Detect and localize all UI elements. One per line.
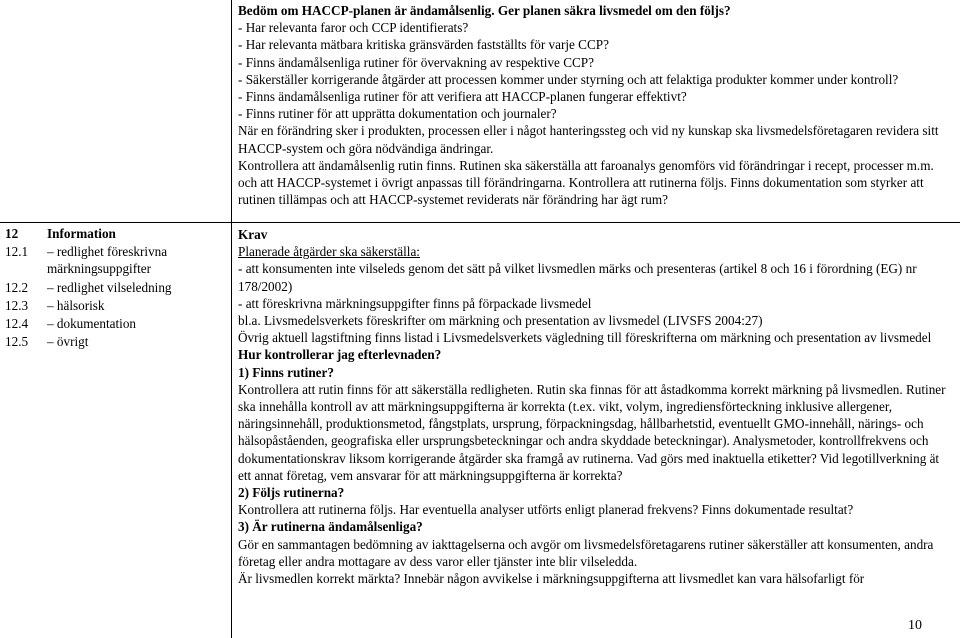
right-column: [232, 0, 960, 638]
regulation-reference: bl.a. Livsmedelsverkets föreskrifter om märkning och presentation av livsmedel (LIVSFS 2004:27): [238, 313, 763, 329]
item-number: 12.5: [5, 334, 29, 349]
left-top-cell: [0, 0, 231, 222]
item-text: – redlighet vilseledning: [47, 280, 172, 295]
item-text: – övrigt: [47, 334, 89, 349]
haccp-line: - Finns ändamålsenliga rutiner för att verifiera att HACCP-planen fungerar effektivt?: [238, 89, 687, 105]
compliance-heading: Hur kontrollerar jag efterlevnaden?: [238, 347, 442, 363]
question-text: Gör en sammantagen bedömning av iakttagelserna och avgör om livsmedelsföretagarens rutiner säkerställer att konsumenten, andra företag eller andra mottagare av dess varor eller tjänster inte blir vilseledda.: [238, 536, 934, 569]
requirement-line: - att konsumenten inte vilseleds genom det sätt på vilket livsmedlen märks och presenteras (artikel 8 och 16 i förordning (EG) nr 178/2002): [238, 261, 917, 294]
item-number: 12.4: [5, 316, 29, 331]
haccp-assessment: [232, 2, 956, 208]
list-item: [0, 333, 231, 351]
item-text: – dokumentation: [47, 316, 137, 331]
krav-heading: Krav: [238, 227, 268, 242]
haccp-line: - Har relevanta mätbara kritiska gränsvärden fastställts för varje CCP?: [238, 37, 609, 53]
item-text: – hälsorisk: [47, 298, 105, 313]
section-label: Information: [47, 226, 116, 241]
item-text: – redlighet föreskrivna märkningsuppgifter: [47, 244, 168, 276]
haccp-line: - Finns ändamålsenliga rutiner för övervakning av respektive CCP?: [238, 54, 594, 70]
section-heading-row: [0, 225, 231, 243]
item-number: 12.1: [5, 244, 29, 259]
question-text: Är livsmedlen korrekt märkta? Innebär någon avvikelse i märkningsuppgifterna att livsmedlet kan vara hälsofarligt för: [238, 571, 865, 587]
section-number: 12: [5, 226, 19, 241]
haccp-line: - Finns rutiner för att upprätta dokumentation och journaler?: [238, 106, 557, 122]
haccp-heading: Bedöm om HACCP-planen är ändamålsenlig. Ger planen säkra livsmedel om den följs?: [238, 3, 731, 18]
item-number: 12.2: [5, 280, 29, 295]
haccp-paragraph: Kontrollera att ändamålsenlig rutin finns. Rutinen ska säkerställa att faroanalys genomförs vid förändringar i recept, processer m.m. och att HACCP-systemet i övrigt anpassas till förändringarna. Kontrollera att rutinerna följs. Finns dokumentation som styrker att rutinen tillämpas och att HACCP-systemet reviderats när förändring har ägt rum?: [238, 157, 934, 208]
haccp-paragraph: När en förändring sker i produkten, processen eller i något hanteringssteg och vid ny kunskap ska livsmedelsföretagaren revidera sitt HACCP-system och göra nödvändiga ändringar.: [238, 123, 939, 156]
information-requirements: [232, 222, 960, 587]
other-legislation: Övrig aktuell lagstiftning finns listad i Livsmedelsverkets vägledning till föreskrifterna om märkning och presentation av livsmedel: [238, 330, 932, 346]
question-heading: 2) Följs rutinerna?: [238, 485, 345, 501]
question-heading: 1) Finns rutiner?: [238, 364, 334, 380]
requirement-line: - att föreskrivna märkningsuppgifter finns på förpackade livsmedel: [238, 295, 592, 311]
list-item: [0, 279, 231, 297]
planned-measures-heading: Planerade åtgärder ska säkerställa:: [238, 244, 420, 260]
list-item: [0, 315, 231, 333]
list-item: [0, 297, 231, 315]
question-text: Kontrollera att rutin finns för att säkerställa redligheten. Rutin ska finnas för att åstadkomma korrekt märkning på livsmedlen. Rutiner ska innehålla kontroll av att märkningsuppgifterna är korrekta (t.ex. vikt, volym, ingrediensförteckning inklusive allergener, näringsinnehåll, produktionsmetod, fångstplats, ursprung, förpackningsdag, hållbarhetstid, eventuellt GMO-innehåll, närings- och hälsopåståenden, geografiska eller ursprungsbeteckningar och andra skyddade beteckningar). Analysmetoder, kontrollfrekvens och dokumentationskrav liksom korrigerande åtgärder ska framgå av rutinerna. Vad görs med inaktuella etiketter? Vid legotillverkning ät ett annat företag, vem ansvarar för att märkningsuppgifterna är korrekta?: [238, 381, 946, 483]
list-item: [0, 243, 231, 279]
question-heading: 3) Är rutinerna ändamålsenliga?: [238, 519, 423, 535]
haccp-line: - Säkerställer korrigerande åtgärder att processen kommer under styrning och att felaktiga produkter kommer under kontroll?: [238, 71, 899, 87]
question-text: Kontrollera att rutinerna följs. Har eventuella analyser utförts enligt planerad frekvens? Finns dokumentade resultat?: [238, 502, 854, 518]
information-section: [0, 222, 231, 351]
item-number: 12.3: [5, 298, 29, 313]
left-column: [0, 0, 232, 638]
haccp-line: - Har relevanta faror och CCP identifierats?: [238, 20, 469, 36]
page-number: 10: [908, 618, 922, 633]
